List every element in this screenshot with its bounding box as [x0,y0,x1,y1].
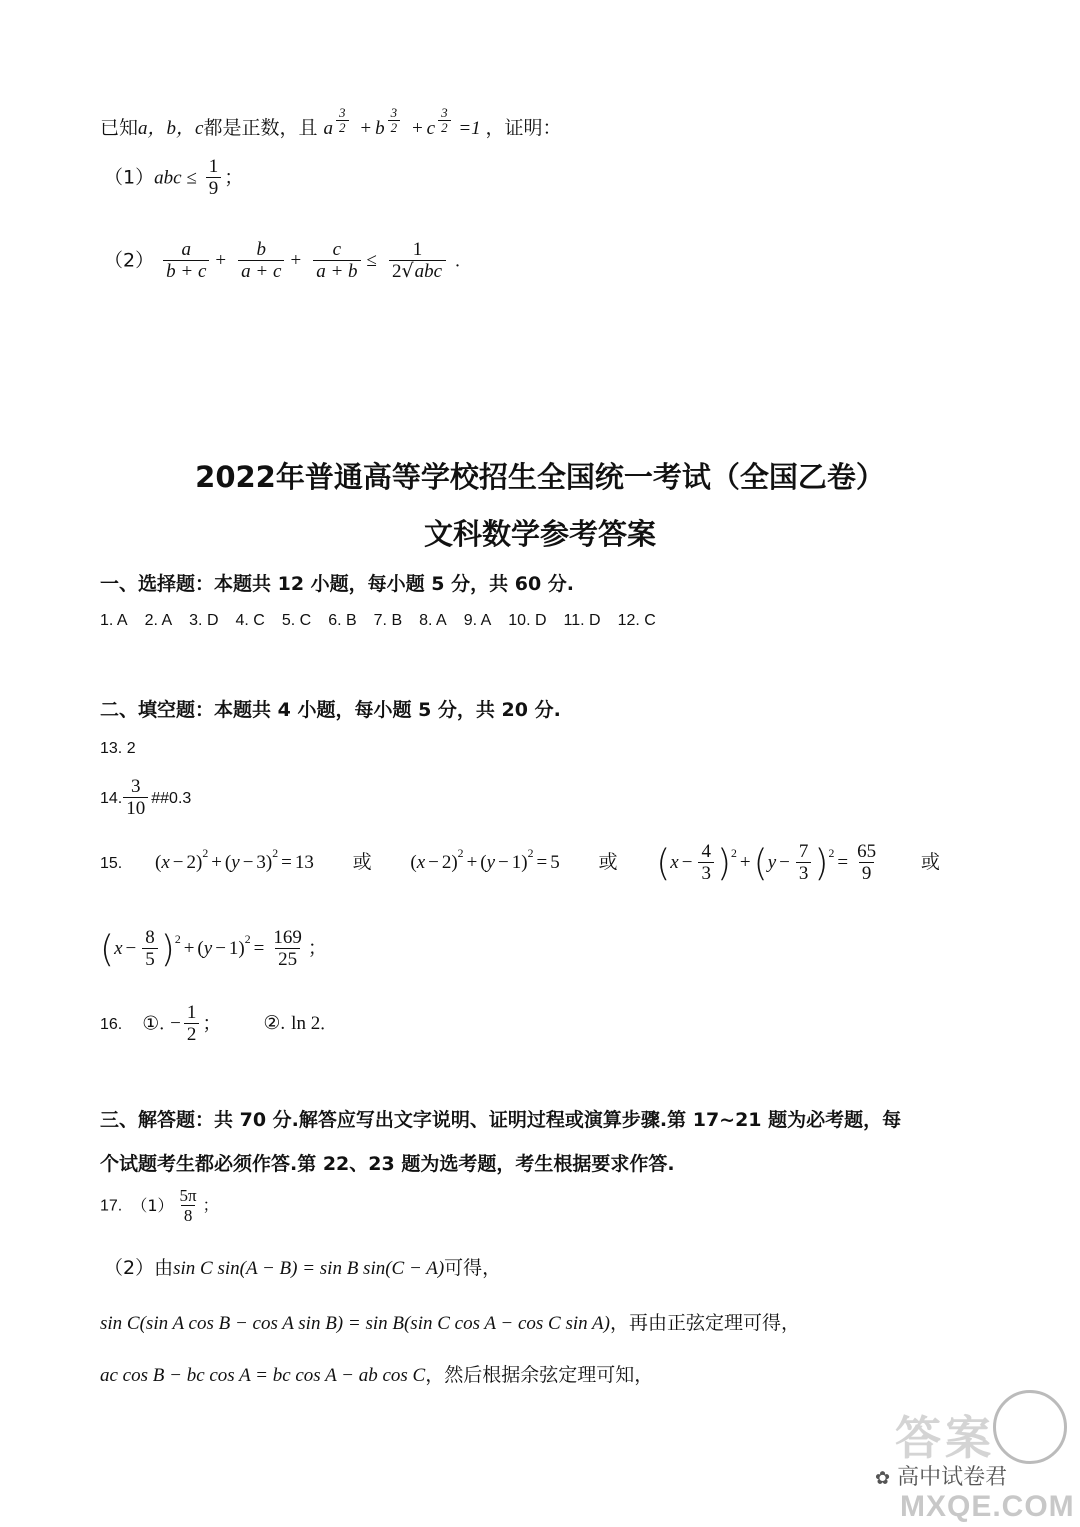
answer-item: 6. B [328,612,357,629]
answer-item: 11. D [563,612,601,629]
answer-14: 14. $\frac{3}{10}$ ##0.3 [100,776,192,819]
answer-item: 5. C [281,612,312,629]
answer-17-line-b: sin C(sin A cos B − cos A sin B) = sin B(sin C cos A − cos C sin A)，再由正弦定理可得， [100,1312,800,1334]
problem-part1: （1）abc ≤ $\frac{1}{9}$ ； [104,156,244,199]
answer-item: 2. A [144,612,173,629]
section2-heading: 二、填空题：本题共 4 小题，每小题 5 分，共 20 分. [100,699,561,721]
page-subtitle: 文科数学参考答案 [423,517,656,551]
problem-intro [100,106,561,140]
watermark-title: 答案 [895,1411,995,1465]
watermark-account: ✿ 高中试卷君 [875,1465,1008,1490]
wechat-icon: ✿ [875,1468,891,1489]
intro-mid: 都是正数，且 [203,117,318,140]
answer-item: 4. C [235,612,265,629]
intro-suffix: ，证明： [485,117,562,140]
page-title: 2022年普通高等学校招生全国统一考试（全国乙卷） [195,460,885,494]
section1-answers [100,612,656,630]
answer-15: 15. $(x - 2)^2 + (y - 3)^2 = 13$ 或 $(x - 2)^2 + (y - 1)^2 = 5$ 或 (x − $\frac{4}{3}$ )$^2$ +(y − $\frac{7}{3}$ )$^2$ = $\frac{65}{9}$ 或 [100,841,940,885]
answer-item: 10. D [508,612,547,629]
answer-17-line-a: （2）由sin C sin(A − B) = sin B sin(C − A)可得， [104,1257,502,1279]
section3-heading-line1: 三、解答题：共 70 分.解答应写出文字说明、证明过程或演算步骤.第 17~21 题为必考题，每 [100,1109,902,1131]
answer-16: 16. ①. − $\frac{1}{2}$ ； ②. ln 2. [100,1002,325,1045]
answer-item: 9. A [463,612,492,629]
watermark [875,1390,1075,1525]
watermark-site: MXQE.COM [900,1490,1075,1523]
section3-heading-line2: 个试题考生都必须作答.第 22、23 题为选考题，考生根据要求作答. [100,1153,675,1175]
intro-vars: a，b，c [138,118,204,140]
watermark-circle [993,1390,1067,1464]
answer-17-line-c: ac cos B − bc cos A = bc cos A − ab cos C，然后根据余弦定理可知， [100,1364,654,1386]
answer-item: 8. A [419,612,447,629]
answer-13: 13. 2 [100,740,136,757]
answer-15-cont: (x − $\frac{8}{5}$ )$^2 + (y - 1)^2$ = $\frac{169}{25}$ ； [100,927,327,971]
intro-eq: a $^{\frac{3}{2}}$ + b $^{\frac{3}{2}}$ + c $^{\frac{3}{2}}$ =1 [323,105,481,140]
answer-item: 7. B [373,612,403,629]
answer-17-part1: 17. （1） $\frac{5\pi}{8}$ ； [100,1186,219,1225]
answer-item: 1. A [100,612,128,629]
section1-heading: 一、选择题：本题共 12 小题，每小题 5 分，共 60 分. [100,573,575,595]
answer-item: 12. C [617,612,656,629]
intro-prefix: 已知 [100,117,139,140]
answer-item: 3. D [189,612,219,629]
problem-part2: （2） $\frac{a}{b + c}$ + $\frac{b}{a + c}$ + $\frac{c}{a + b}$ ≤ $\frac{1}{\text{2√abc}}$ . [104,239,460,282]
